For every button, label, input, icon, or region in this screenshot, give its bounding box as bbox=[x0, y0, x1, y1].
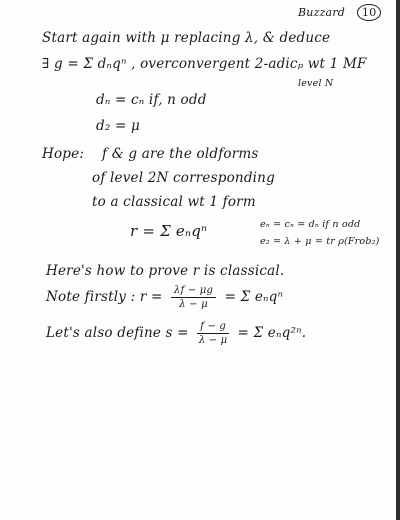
r-note-odd: eₙ = cₙ = dₙ if n odd bbox=[260, 219, 361, 230]
author-name: Buzzard bbox=[298, 6, 346, 19]
prove-line: Here's how to prove r is classical. bbox=[46, 263, 285, 279]
line-d2: d₂ = μ bbox=[96, 118, 140, 134]
r-note-e2: e₂ = λ + μ = tr ρ(Frob₂) bbox=[260, 236, 380, 247]
define-numerator: f − g bbox=[197, 320, 229, 334]
line-exists-g: ∃ g = Σ dₙqⁿ , overconvergent 2-adicₚ wt 1 MF bbox=[42, 56, 367, 72]
define-denominator: λ − μ bbox=[198, 335, 228, 346]
define-rhs: = Σ eₙq²ⁿ. bbox=[237, 325, 307, 341]
level-note: level N bbox=[298, 78, 334, 89]
page-number: 10 bbox=[357, 4, 381, 21]
note-firstly-line bbox=[46, 284, 283, 311]
hope-line-2: of level 2N corresponding bbox=[92, 170, 275, 186]
note-lhs: Note firstly : r = bbox=[46, 289, 163, 305]
note-numerator: λf − μg bbox=[171, 284, 216, 298]
hope-line-1: f & g are the oldforms bbox=[102, 146, 259, 162]
note-rhs: = Σ eₙqⁿ bbox=[224, 289, 284, 305]
page-number-badge bbox=[357, 4, 381, 21]
define-lhs: Let's also define s = bbox=[46, 325, 189, 341]
line-start-again: Start again with μ replacing λ, & deduce bbox=[42, 30, 331, 46]
hope-label: Hope: bbox=[42, 146, 85, 162]
note-denominator: λ − μ bbox=[179, 299, 208, 310]
note-fraction bbox=[171, 284, 216, 311]
define-s-line bbox=[46, 320, 306, 347]
define-fraction bbox=[197, 320, 229, 347]
line-dn-equals-cn: dₙ = cₙ if, n odd bbox=[96, 92, 207, 108]
r-definition: r = Σ eₙqⁿ bbox=[130, 222, 208, 240]
hope-line-3: to a classical wt 1 form bbox=[92, 194, 256, 210]
